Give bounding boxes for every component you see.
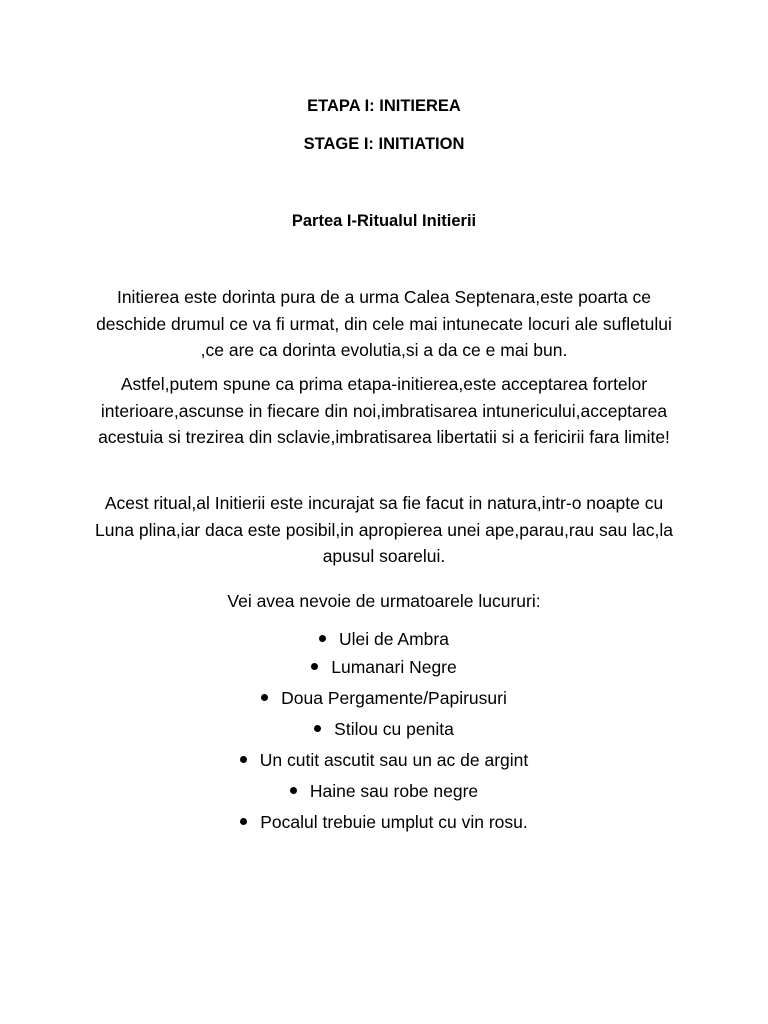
list-item-text: Pocalul trebuie umplut cu vin rosu. [260, 812, 528, 832]
list-item-text: Lumanari Negre [331, 657, 457, 677]
bullet-icon [240, 756, 247, 763]
title-romanian: ETAPA I: INITIEREA [307, 97, 461, 115]
list-item [0, 687, 768, 709]
list-item [0, 718, 768, 740]
paragraph-items-intro: Vei avea nevoie de urmatoarele lucururi: [227, 591, 541, 611]
list-item-text: Stilou cu penita [334, 719, 454, 739]
list-item [0, 811, 768, 833]
bullet-icon [240, 818, 247, 825]
list-item-text: Un cutit ascutit sau un ac de argint [259, 750, 529, 770]
list-item [0, 628, 768, 650]
bullet-icon [261, 694, 268, 701]
items-list [0, 628, 768, 833]
paragraph-ritual-setting: Acest ritual,al Initierii este incurajat sa fie facut in natura,intr-o noapte cu Luna plina,iar daca este posibil,in apropierea unei ape,parau,rau sau lac,la apusul soarelui. [95, 493, 673, 566]
bullet-icon [290, 787, 297, 794]
bullet-icon [319, 635, 326, 642]
title-english: STAGE I: INITIATION [303, 135, 465, 153]
list-item [0, 749, 768, 771]
paragraph-initiation-definition: Initierea este dorinta pura de a urma Calea Septenara,este poarta ce deschide drumul ce va fi urmat, din cele mai intunecate locuri ale sufletului ,ce are ca dorinta evolutia,si a da ce e mai bun. [96, 287, 672, 360]
list-item-text: Ulei de Ambra [339, 629, 449, 649]
bullet-icon [311, 663, 318, 670]
bullet-icon [314, 725, 321, 732]
section-title: Partea I-Ritualul Initierii [291, 212, 477, 230]
list-item [0, 780, 768, 802]
list-item [0, 656, 768, 678]
list-item-text: Doua Pergamente/Papirusuri [281, 688, 507, 708]
paragraph-first-stage: Astfel,putem spune ca prima etapa-initierea,este acceptarea fortelor interioare,ascunse in fiecare din noi,imbratisarea intunericului,acceptarea acestuia si trezirea din sclavie,imbratisarea libertatii si a fericirii fara limite! [98, 374, 670, 447]
list-item-text: Haine sau robe negre [309, 781, 479, 801]
